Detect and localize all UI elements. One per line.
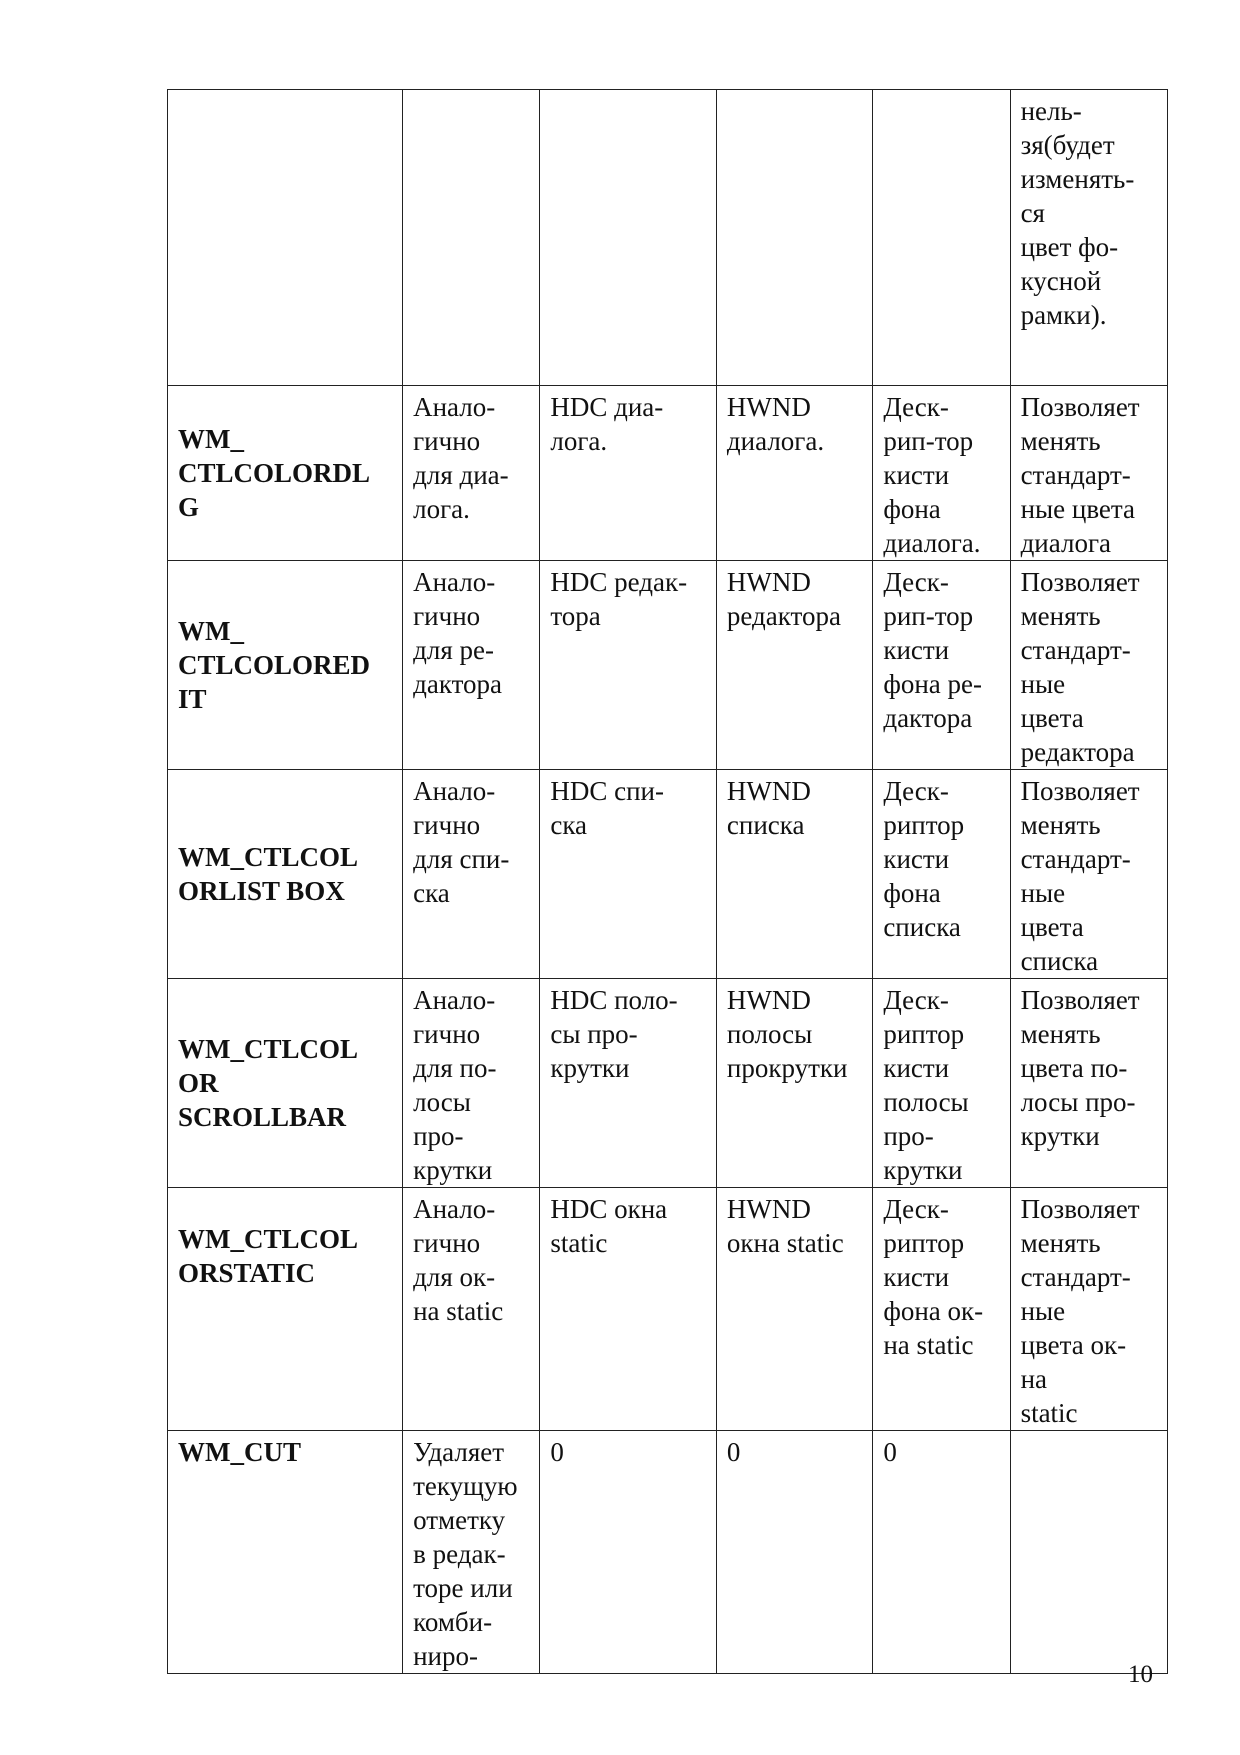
note-cell: Позволяет менять цвета по- лосы про- крутки <box>1010 979 1167 1188</box>
wparam-cell: 0 <box>540 1431 717 1674</box>
description-cell: Удаляет текущую отметку в редак- торе или комби- ниро- <box>403 1431 540 1674</box>
wparam-cell: HDC поло- сы про- крутки <box>540 979 717 1188</box>
lparam-cell <box>716 90 872 386</box>
return-value-cell: Деск- рип-тор кисти фона диалога. <box>873 386 1010 561</box>
wparam-cell: HDC редак- тора <box>540 561 717 770</box>
return-value-cell: Деск- риптор кисти фона ок- на static <box>873 1188 1010 1431</box>
description-cell: Анало- гично для по- лосы про- крутки <box>403 979 540 1188</box>
description-cell: Анало- гично для спи- ска <box>403 770 540 979</box>
note-cell: Позволяет менять стандарт- ные цвета списка <box>1010 770 1167 979</box>
wparam-cell: HDC окна static <box>540 1188 717 1431</box>
message-name-cell: WM_CTLCOL OR SCROLLBAR <box>168 979 403 1188</box>
description-cell: Анало- гично для ок- на static <box>403 1188 540 1431</box>
return-value-cell: 0 <box>873 1431 1010 1674</box>
lparam-cell: HWND списка <box>716 770 872 979</box>
return-value-cell: Деск- риптор кисти полосы про- крутки <box>873 979 1010 1188</box>
message-table <box>167 89 1168 1674</box>
note-cell <box>1010 1431 1167 1674</box>
message-name-cell: WM_ CTLCOLORED IT <box>168 561 403 770</box>
lparam-cell: HWND редактора <box>716 561 872 770</box>
description-cell: Анало- гично для диа- лога. <box>403 386 540 561</box>
table-row <box>168 386 1168 561</box>
message-name-cell: WM_ CTLCOLORDL G <box>168 386 403 561</box>
message-name-cell <box>168 90 403 386</box>
description-cell <box>403 90 540 386</box>
wparam-cell: HDC спи- ска <box>540 770 717 979</box>
lparam-cell: 0 <box>716 1431 872 1674</box>
lparam-cell: HWND полосы прокрутки <box>716 979 872 1188</box>
wparam-cell <box>540 90 717 386</box>
wparam-cell: HDC диа- лога. <box>540 386 717 561</box>
table-row <box>168 770 1168 979</box>
table-row <box>168 561 1168 770</box>
note-cell: нель- зя(будет изменять- ся цвет фо- кусной рамки). <box>1010 90 1167 386</box>
description-cell: Анало- гично для ре- дактора <box>403 561 540 770</box>
note-cell: Позволяет менять стандарт- ные цвета редактора <box>1010 561 1167 770</box>
lparam-cell: HWND окна static <box>716 1188 872 1431</box>
message-name-cell: WM_CTLCOL ORLIST BOX <box>168 770 403 979</box>
page-number: 10 <box>1128 1661 1153 1688</box>
table-row <box>168 1188 1168 1431</box>
table-row <box>168 1431 1168 1674</box>
return-value-cell <box>873 90 1010 386</box>
table-row <box>168 979 1168 1188</box>
note-cell: Позволяет менять стандарт- ные цвета ок- на static <box>1010 1188 1167 1431</box>
return-value-cell: Деск- рип-тор кисти фона ре- дактора <box>873 561 1010 770</box>
lparam-cell: HWND диалога. <box>716 386 872 561</box>
message-name-cell: WM_CTLCOL ORSTATIC <box>168 1188 403 1431</box>
return-value-cell: Деск- риптор кисти фона списка <box>873 770 1010 979</box>
message-name-cell: WM_CUT <box>168 1431 403 1674</box>
table-row <box>168 90 1168 386</box>
note-cell: Позволяет менять стандарт- ные цвета диалога <box>1010 386 1167 561</box>
